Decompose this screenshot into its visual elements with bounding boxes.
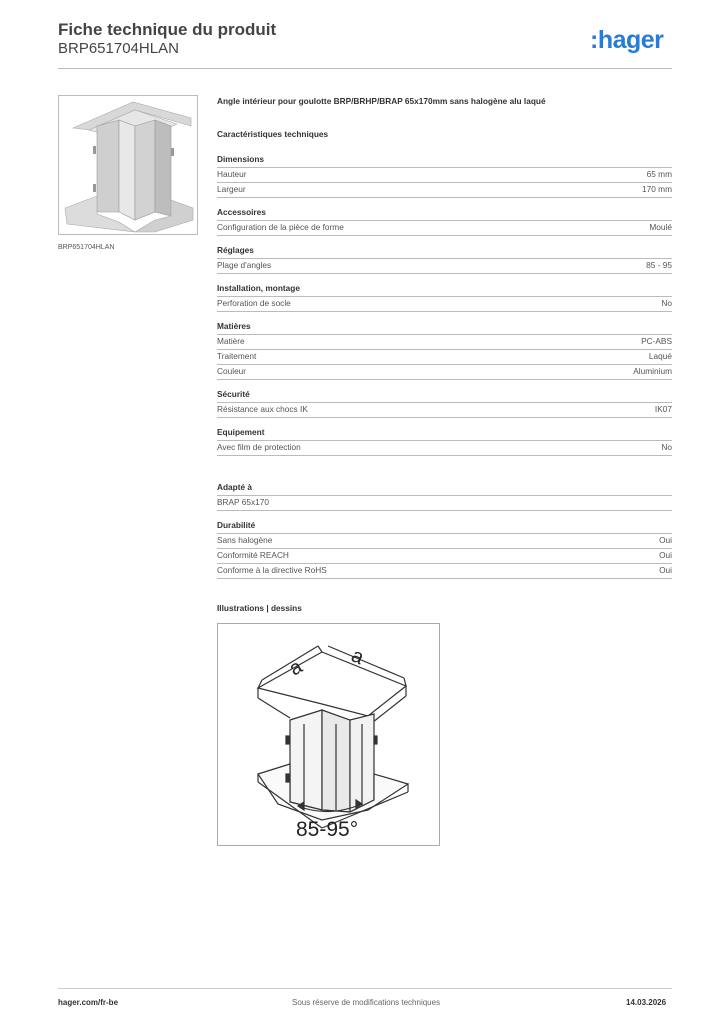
spec-group-title: Dimensions [217,154,672,168]
spec-row [217,297,672,312]
footer-website[interactable]: hager.com/fr-be [58,998,119,1007]
spec-row [217,350,672,365]
spec-group [217,427,672,456]
spec-value: IK07 [654,404,672,414]
spec-value: 170 mm [642,184,672,194]
spec-group [217,520,672,579]
spec-label: BRAP 65x170 [217,497,269,507]
spec-value: Aluminium [633,366,672,376]
spec-label: Traitement [217,351,257,361]
spec-row [217,335,672,350]
spec-row [217,168,672,183]
spec-value: No [661,298,672,308]
spec-label: Largeur [217,184,246,194]
spec-group-title: Réglages [217,245,672,259]
spec-row [217,259,672,274]
spec-group [217,207,672,236]
spec-row [217,221,672,236]
spec-value: 85 - 95 [646,260,672,270]
product-reference: BRP651704HLAN [58,40,179,57]
logo-text: hager [597,26,664,54]
spec-label: Hauteur [217,169,247,179]
spec-label: Sans halogène [217,535,273,545]
spec-group-title: Equipement [217,427,672,441]
spec-group-title: Sécurité [217,389,672,403]
photo-caption: BRP651704HLAN [58,244,115,251]
spec-group-title: Adapté à [217,482,672,496]
spec-group [217,154,672,198]
angle-range-label: 85-95° [296,818,359,841]
spec-group [217,321,672,380]
spec-row [217,403,672,418]
illustrations-title: Illustrations | dessins [217,603,302,613]
spec-value: Oui [659,535,672,545]
spec-value: Oui [659,565,672,575]
spec-label: Perforation de socle [217,298,291,308]
spec-label: Résistance aux chocs IK [217,404,308,414]
spec-content [217,96,672,588]
footer-divider [58,988,672,989]
dimension-a-right: a [347,644,368,670]
spec-group [217,283,672,312]
spec-value: Oui [659,550,672,560]
product-description: Angle intérieur pour goulotte BRP/BRHP/BRAP 65x170mm sans halogène alu laqué [217,96,546,106]
spec-label: Configuration de la pièce de forme [217,222,344,232]
footer-disclaimer: Sous réserve de modifications techniques [292,998,441,1007]
spec-label: Avec film de protection [217,442,301,452]
header-divider [58,68,672,69]
spec-groups [217,154,672,456]
spec-group [217,482,672,511]
spec-group-title: Installation, montage [217,283,672,297]
tech-heading: Caractéristiques techniques [217,129,329,139]
spec-row [217,564,672,579]
durability-group [217,520,672,579]
spec-row [217,365,672,380]
spec-group-title: Accessoires [217,207,672,221]
adapted-group [217,482,672,511]
spec-label: Conformité REACH [217,550,289,560]
spec-label: Conforme à la directive RoHS [217,565,327,575]
footer-date: 14.03.2026 [626,998,667,1007]
spec-label: Couleur [217,366,247,376]
spec-value: No [661,442,672,452]
dimension-a-left: a [285,655,307,681]
spec-row [217,183,672,198]
spec-label: Plage d'angles [217,260,272,270]
spec-value: Laqué [648,351,672,361]
angle-drawing [218,624,439,845]
spec-row [217,441,672,456]
spec-group-title: Durabilité [217,520,672,534]
spec-group [217,245,672,274]
product-photo [58,95,198,235]
illustration-box [217,623,440,846]
hager-logo: :hager [590,26,664,54]
spec-row [217,496,672,511]
spec-value: Moulé [649,222,672,232]
spec-group-title: Matières [217,321,672,335]
spec-row [217,549,672,564]
spec-group [217,389,672,418]
spec-row [217,534,672,549]
spec-label: Matière [217,336,245,346]
page-title: Fiche technique du produit [58,20,277,39]
spec-value: 65 mm [646,169,672,179]
spec-value: PC-ABS [641,336,672,346]
